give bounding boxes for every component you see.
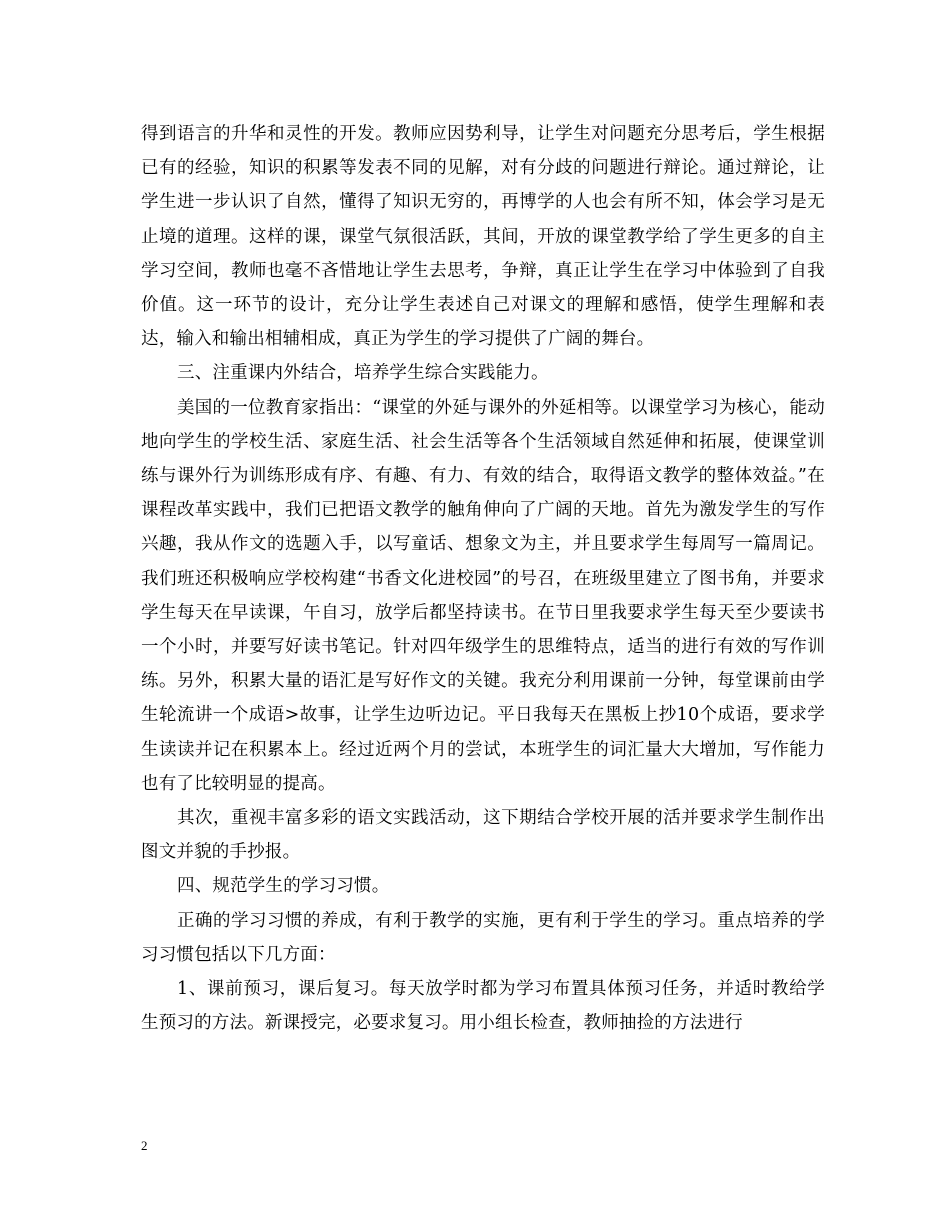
paragraph: 得到语言的升华和灵性的开发。教师应因势利导，让学生对问题充分思考后，学生根据已有的经验，知识的积累等发表不同的见解，对有分歧的问题进行辩论。通过辩论，让学生进一步认识了自然，懂得了知识无穷的，再博学的人也会有所不知，体会学习是无止境的道理。这样的课，课堂气氛很活跃，其间，开放的课堂教学给了学生更多的自主学习空间，教师也毫不吝惜地让学生去思考，争辩，真正让学生在学习中体验到了自我价值。这一环节的设计，充分让学生表述自己对课文的理解和感悟，使学生理解和表达，输入和输出相辅相成，真正为学生的学习提供了广阔的舞台。 (141, 124, 825, 350)
paragraph: 1、课前预习，课后复习。每天放学时都为学习布置具体预习任务，并适时教给学生预习的方法。新课授完，必要求复习。用小组长检查，教师抽捡的方法进行 (141, 979, 825, 1034)
section-heading: 三、注重课内外结合，培养学生综合实践能力。 (177, 363, 549, 384)
page-number: 2 (141, 1138, 148, 1153)
body-text (141, 117, 825, 1040)
section-heading: 四、规范学生的学习习惯。 (177, 876, 390, 897)
paragraph: 其次，重视丰富多彩的语文实践活动，这下期结合学校开展的活并要求学生制作出图文并貌的手抄报。 (141, 808, 825, 863)
paragraph: 美国的一位教育家指出：“课堂的外延与课外的外延相等。以课堂学习为核心，能动地向学生的学校生活、家庭生活、社会生活等各个生活领域自然延伸和拓展，使课堂训练与课外行为训练形成有序、有趣、有力、有效的结合，取得语文教学的整体效益。”在课程改革实践中，我们已把语文教学的触角伸向了广阔的天地。首先为激发学生的写作兴趣，我从作文的选题入手，以写童话、想象文为主，并且要求学生每周写一篇周记。我们班还积极响应学校构建“书香文化进校园”的号召，在班级里建立了图书角，并要求学生每天在早读课，午自习，放学后都坚持读书。在节日里我要求学生每天至少要读书一个小时，并要写好读书笔记。针对四年级学生的思维特点，适当的进行有效的写作训练。另外，积累大量的语汇是写好作文的关键。我充分利用课前一分钟，每堂课前由学生轮流讲一个成语>故事，让学生边听边记。平日我每天在黑板上抄10个成语，要求学生读读并记在积累本上。经过近两个月的尝试，本班学生的词汇量大大增加，写作能力也有了比较明显的提高。 (141, 397, 825, 794)
paragraph: 正确的学习习惯的养成，有利于教学的实施，更有利于学生的学习。重点培养的学习习惯包括以下几方面： (141, 910, 825, 965)
